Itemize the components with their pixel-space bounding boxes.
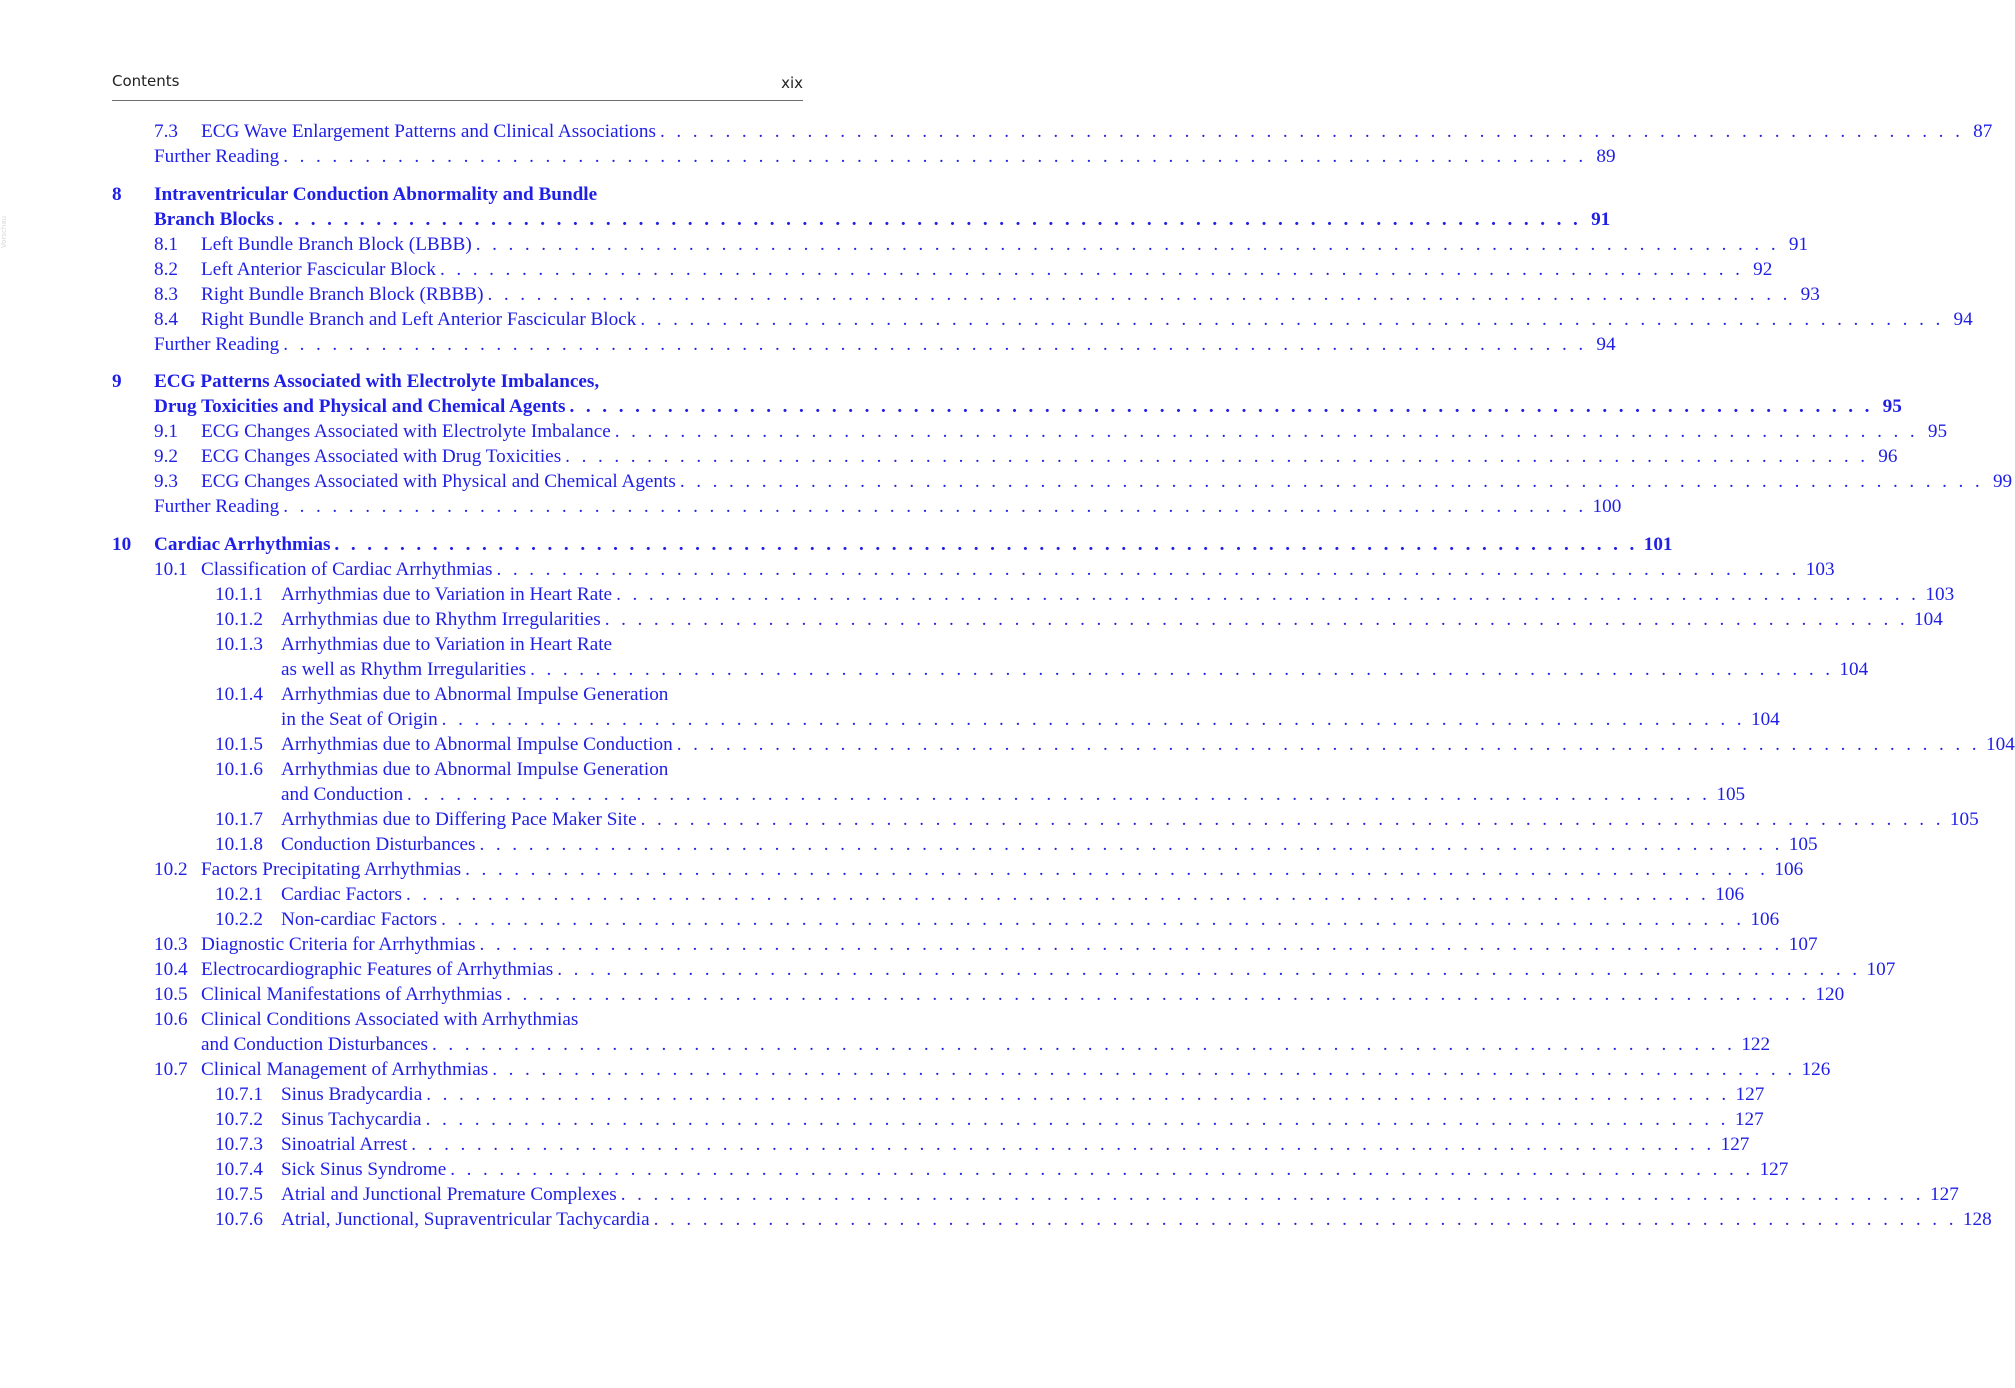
page-number: 127 [1720,1133,1750,1155]
dot-leader: . . . . . . . . . . . . . . . . . . . . . . . . . . . . . . . . . . . . . . . . . . . . . . . . . . . . . . . . . . . . . . . . . . . . . . . . . . . . . . . . [479,933,1783,955]
chapter-spacer [112,519,803,532]
entry-title: Sick Sinus Syndrome [281,1158,447,1180]
toc-entry[interactable] [112,257,1773,282]
entry-title: Cardiac Arrhythmias [154,533,331,555]
section-number: 10.2.1 [215,883,263,905]
toc-entry[interactable] [112,832,1818,857]
page-number: 104 [1914,608,1943,630]
toc-chapter-entry[interactable] [112,207,1611,232]
section-number: 10.1.2 [215,608,263,630]
toc-entry[interactable] [112,444,1898,469]
entry-title: Sinus Bradycardia [281,1083,423,1105]
section-number: 10.7.4 [215,1158,263,1180]
entry-title: Arrhythmias due to Abnormal Impulse Conduction [281,733,673,755]
toc-entry[interactable] [112,657,1869,682]
dot-leader: . . . . . . . . . . . . . . . . . . . . . . . . . . . . . . . . . . . . . . . . . . . . . . . . . . . . . . . . . . . . . . . . . . . . . . . . . . . . . . . . [557,958,1861,980]
entry-title: Clinical Manifestations of Arrhythmias [201,983,503,1005]
dot-leader: . . . . . . . . . . . . . . . . . . . . . . . . . . . . . . . . . . . . . . . . . . . . . . . . . . . . . . . . . . . . . . . . . . . . . . . . . . . . . . . . [277,208,1582,230]
page-number: 106 [1715,883,1745,905]
toc-further-reading[interactable] [112,144,1616,169]
page-number: 107 [1788,933,1818,955]
entry-title: Non-cardiac Factors [281,908,438,930]
toc-entry[interactable] [112,857,1804,882]
page-number: 99 [1992,471,2013,492]
page-number: 94 [1953,308,1973,330]
entry-title: Arrhythmias due to Differing Pace Maker Site [281,808,637,830]
page-number: 91 [1788,233,1809,255]
page-number: 127 [1735,1083,1765,1105]
entry-title: Sinus Tachycardia [281,1108,422,1130]
section-number: 8.1 [154,233,178,255]
section-number: 10.1.6 [215,758,263,780]
page-number: 95 [1882,396,1902,417]
dot-leader: . . . . . . . . . . . . . . . . . . . . . . . . . . . . . . . . . . . . . . . . . . . . . . . . . . . . . . . . . . . . . . . . . . . . . . . . . . . . . . . . [530,658,1834,680]
toc-entry[interactable] [112,307,1973,332]
page-number: 120 [1815,983,1845,1005]
dot-leader: . . . . . . . . . . . . . . . . . . . . . . . . . . . . . . . . . . . . . . . . . . . . . . . . . . . . . . . . . . . . . . . . . . . . . . . . . . . . . . . . [487,283,1791,305]
section-number: 8.3 [154,283,178,305]
page-number: 95 [1927,421,1948,442]
page-number: 92 [1753,258,1773,280]
toc-further-reading[interactable] [112,494,1622,519]
page-number: 103 [1925,583,1955,605]
entry-title: Clinical Management of Arrhythmias [201,1058,489,1080]
dot-leader: . . . . . . . . . . . . . . . . . . . . . . . . . . . . . . . . . . . . . . . . . . . . . . . . . . . . . . . . . . . . . . . . . . . . . . . . . . . . . . . . [604,608,1909,630]
entry-title: ECG Patterns Associated with Electrolyte Imbalances, [154,371,600,392]
watermark: Vorschau [0,215,8,248]
page-number: 104 [1750,708,1780,730]
dot-leader: . . . . . . . . . . . . . . . . . . . . . . . . . . . . . . . . . . . . . . . . . . . . . . . . . . . . . . . . . . . . . . . . . . . . . . . . . . . . . . . . [616,583,1920,605]
dot-leader: . . . . . . . . . . . . . . . . . . . . . . . . . . . . . . . . . . . . . . . . . . . . . . . . . . . . . . . . . . . . . . . . . . . . . . . . . . . . . . . . [283,496,1587,517]
running-header-page-number: xix [781,74,803,92]
toc-entry[interactable] [112,119,1993,144]
section-number: 10.7.2 [215,1108,263,1130]
running-header [112,70,803,101]
page-number: 105 [1788,833,1818,855]
page-number: 107 [1866,958,1896,980]
toc-entry[interactable] [112,957,1896,982]
entry-title: Arrhythmias due to Rhythm Irregularities [281,608,601,630]
entry-title: Sinoatrial Arrest [281,1133,408,1155]
dot-leader: . . . . . . . . . . . . . . . . . . . . . . . . . . . . . . . . . . . . . . . . . . . . . . . . . . . . . . . . . . . . . . . . . . . . . . . . . . . . . . . . [679,471,1984,492]
section-number: 10.4 [154,958,188,980]
page-number: 127 [1759,1158,1789,1180]
entry-title: Atrial and Junctional Premature Complexes [281,1183,617,1205]
page-number: 100 [1592,496,1622,517]
toc-entry[interactable] [112,1082,1765,1107]
entry-title: Electrocardiographic Features of Arrhythmias [201,958,554,980]
section-number: 10.1.3 [215,633,263,655]
page-number: 106 [1774,858,1804,880]
dot-leader: . . . . . . . . . . . . . . . . . . . . . . . . . . . . . . . . . . . . . . . . . . . . . . . . . . . . . . . . . . . . . . . . . . . . . . . . . . . . . . . . [407,783,1711,805]
entry-title: Arrhythmias due to Variation in Heart Rate [281,633,613,655]
page-number: 103 [1805,558,1835,580]
toc-entry[interactable] [112,582,1955,607]
section-number: 10.1.8 [215,833,263,855]
entry-title: as well as Rhythm Irregularities [281,658,527,680]
entry-title: ECG Changes Associated with Drug Toxicities [201,446,562,467]
entry-title: in the Seat of Origin [281,708,438,730]
dot-leader: . . . . . . . . . . . . . . . . . . . . . . . . . . . . . . . . . . . . . . . . . . . . . . . . . . . . . . . . . . . . . . . . . . . . . . . . . . . . . . . . [465,858,1769,880]
section-number: 10.7 [154,1058,188,1080]
entry-title: Drug Toxicities and Physical and Chemical Agents [154,396,566,417]
dot-leader: . . . . . . . . . . . . . . . . . . . . . . . . . . . . . . . . . . . . . . . . . . . . . . . . . . . . . . . . . . . . . . . . . . . . . . . . . . . . . . . . [640,308,1944,330]
toc-entry[interactable] [112,282,1820,307]
dot-leader: . . . . . . . . . . . . . . . . . . . . . . . . . . . . . . . . . . . . . . . . . . . . . . . . . . . . . . . . . . . . . . . . . . . . . . . . . . . . . . . . [283,333,1587,355]
entry-title: Conduction Disturbances [281,833,476,855]
toc-entry[interactable] [112,1032,1771,1057]
page-number: 127 [1734,1108,1764,1130]
entry-title: and Conduction Disturbances [201,1033,429,1055]
toc-chapter-entry[interactable] [112,182,803,207]
entry-title: Further Reading [154,333,280,355]
section-number: 10.1.5 [215,733,263,755]
section-number: 10.5 [154,983,188,1005]
dot-leader: . . . . . . . . . . . . . . . . . . . . . . . . . . . . . . . . . . . . . . . . . . . . . . . . . . . . . . . . . . . . . . . . . . . . . . . . . . . . . . . . [334,533,1638,555]
section-number: 10.6 [154,1008,188,1030]
toc-entry[interactable] [112,807,1979,832]
toc-entry[interactable] [112,557,1835,582]
toc-entry[interactable] [112,1157,1789,1182]
entry-title: Branch Blocks [154,208,274,230]
dot-leader: . . . . . . . . . . . . . . . . . . . . . . . . . . . . . . . . . . . . . . . . . . . . . . . . . . . . . . . . . . . . . . . . . . . . . . . . . . . . . . . . [439,258,1744,280]
dot-leader: . . . . . . . . . . . . . . . . . . . . . . . . . . . . . . . . . . . . . . . . . . . . . . . . . . . . . . . . . . . . . . . . . . . . . . . . . . . . . . . . [506,983,1810,1005]
toc-entry[interactable] [112,1007,803,1032]
chapter-spacer [112,357,803,370]
page-number: 96 [1878,446,1898,467]
dot-leader: . . . . . . . . . . . . . . . . . . . . . . . . . . . . . . . . . . . . . . . . . . . . . . . . . . . . . . . . . . . . . . . . . . . . . . . . . . . . . . . . [479,833,1783,855]
page-number: 106 [1750,908,1780,930]
dot-leader: . . . . . . . . . . . . . . . . . . . . . . . . . . . . . . . . . . . . . . . . . . . . . . . . . . . . . . . . . . . . . . . . . . . . . . . . . . . . . . . . [475,233,1780,255]
dot-leader: . . . . . . . . . . . . . . . . . . . . . . . . . . . . . . . . . . . . . . . . . . . . . . . . . . . . . . . . . . . . . . . . . . . . . . . . . . . . . . . . [640,808,1944,830]
section-number: 10.2 [154,858,188,880]
page-number: 105 [1949,808,1979,830]
section-number: 10.1 [154,558,188,580]
entry-title: Further Reading [154,146,280,167]
toc-entry[interactable] [112,1207,1992,1232]
chapter-number: 8 [112,183,122,205]
chapter-number: 10 [112,533,132,555]
toc-entry[interactable] [112,1057,1831,1082]
entry-title: Right Bundle Branch and Left Anterior Fascicular Block [201,308,637,330]
section-number: 9.3 [154,471,178,492]
dot-leader: . . . . . . . . . . . . . . . . . . . . . . . . . . . . . . . . . . . . . . . . . . . . . . . . . . . . . . . . . . . . . . . . . . . . . . . . . . . . . . . . [432,1033,1736,1055]
toc-chapter-entry[interactable] [112,394,1902,419]
dot-leader: . . . . . . . . . . . . . . . . . . . . . . . . . . . . . . . . . . . . . . . . . . . . . . . . . . . . . . . . . . . . . . . . . . . . . . . . . . . . . . . . [565,446,1869,467]
running-header-section: Contents [112,72,180,90]
page-number: 104 [1839,658,1869,680]
dot-leader: . . . . . . . . . . . . . . . . . . . . . . . . . . . . . . . . . . . . . . . . . . . . . . . . . . . . . . . . . . . . . . . . . . . . . . . . . . . . . . . . [450,1158,1754,1180]
dot-leader: . . . . . . . . . . . . . . . . . . . . . . . . . . . . . . . . . . . . . . . . . . . . . . . . . . . . . . . . . . . . . . . . . . . . . . . . . . . . . . . . [283,146,1587,167]
dot-leader: . . . . . . . . . . . . . . . . . . . . . . . . . . . . . . . . . . . . . . . . . . . . . . . . . . . . . . . . . . . . . . . . . . . . . . . . . . . . . . . . [676,733,1981,755]
page-number: 128 [1962,1208,1992,1230]
section-number: 10.7.3 [215,1133,263,1155]
toc-entry[interactable] [112,419,1948,444]
entry-title: Intraventricular Conduction Abnormality and Bundle [154,183,598,205]
section-number: 10.7.6 [215,1208,263,1230]
dot-leader: . . . . . . . . . . . . . . . . . . . . . . . . . . . . . . . . . . . . . . . . . . . . . . . . . . . . . . . . . . . . . . . . . . . . . . . . . . . . . . . . [659,121,1964,142]
entry-title: Diagnostic Criteria for Arrhythmias [201,933,476,955]
entry-title: Right Bundle Branch Block (RBBB) [201,283,484,305]
page-number: 87 [1973,121,1993,142]
entry-title: ECG Changes Associated with Electrolyte Imbalance [201,421,611,442]
page-number: 91 [1591,208,1611,230]
toc-entry[interactable] [112,632,803,657]
toc-chapter-entry[interactable] [112,532,1673,557]
page-number: 94 [1596,333,1616,355]
page-number: 104 [1986,733,2015,755]
entry-title: and Conduction [281,783,404,805]
section-number: 10.3 [154,933,188,955]
dot-leader: . . . . . . . . . . . . . . . . . . . . . . . . . . . . . . . . . . . . . . . . . . . . . . . . . . . . . . . . . . . . . . . . . . . . . . . . . . . . . . . . [405,883,1710,905]
table-of-contents [112,119,2015,1232]
dot-leader: . . . . . . . . . . . . . . . . . . . . . . . . . . . . . . . . . . . . . . . . . . . . . . . . . . . . . . . . . . . . . . . . . . . . . . . . . . . . . . . . [569,396,1873,417]
toc-entry[interactable] [112,469,2013,494]
toc-entry[interactable] [112,607,1943,632]
toc-entry[interactable] [112,1107,1764,1132]
section-number: 9.2 [154,446,178,467]
dot-leader: . . . . . . . . . . . . . . . . . . . . . . . . . . . . . . . . . . . . . . . . . . . . . . . . . . . . . . . . . . . . . . . . . . . . . . . . . . . . . . . . [620,1183,1925,1205]
toc-entry[interactable] [112,1182,1959,1207]
entry-title: Factors Precipitating Arrhythmias [201,858,462,880]
section-number: 10.7.5 [215,1183,263,1205]
toc-entry[interactable] [112,682,803,707]
entry-title: Left Anterior Fascicular Block [201,258,436,280]
page-number: 101 [1643,533,1673,555]
entry-title: Left Bundle Branch Block (LBBB) [201,233,472,255]
chapter-number: 9 [112,371,122,392]
section-number: 10.7.1 [215,1083,263,1105]
page-number: 105 [1716,783,1746,805]
toc-entry[interactable] [112,907,1780,932]
entry-title: ECG Wave Enlargement Patterns and Clinical Associations [201,121,656,142]
section-number: 8.2 [154,258,178,280]
section-number: 10.2.2 [215,908,263,930]
page-number: 127 [1930,1183,1959,1205]
section-number: 7.3 [154,121,178,142]
entry-title: Atrial, Junctional, Supraventricular Tachycardia [281,1208,650,1230]
toc-entry[interactable] [112,882,1745,907]
toc-entry[interactable] [112,232,1809,257]
entry-title: Classification of Cardiac Arrhythmias [201,558,493,580]
section-number: 10.1.1 [215,583,263,605]
section-number: 8.4 [154,308,178,330]
toc-entry[interactable] [112,1132,1750,1157]
entry-title: Clinical Conditions Associated with Arrhythmias [201,1008,579,1030]
dot-leader: . . . . . . . . . . . . . . . . . . . . . . . . . . . . . . . . . . . . . . . . . . . . . . . . . . . . . . . . . . . . . . . . . . . . . . . . . . . . . . . . [492,1058,1796,1080]
page-number: 126 [1801,1058,1831,1080]
dot-leader: . . . . . . . . . . . . . . . . . . . . . . . . . . . . . . . . . . . . . . . . . . . . . . . . . . . . . . . . . . . . . . . . . . . . . . . . . . . . . . . . [614,421,1919,442]
chapter-spacer [112,169,803,182]
page-number: 93 [1800,283,1820,305]
dot-leader: . . . . . . . . . . . . . . . . . . . . . . . . . . . . . . . . . . . . . . . . . . . . . . . . . . . . . . . . . . . . . . . . . . . . . . . . . . . . . . . . [411,1133,1715,1155]
section-number: 10.1.7 [215,808,263,830]
dot-leader: . . . . . . . . . . . . . . . . . . . . . . . . . . . . . . . . . . . . . . . . . . . . . . . . . . . . . . . . . . . . . . . . . . . . . . . . . . . . . . . . [425,1108,1729,1130]
toc-entry[interactable] [112,982,1845,1007]
dot-leader: . . . . . . . . . . . . . . . . . . . . . . . . . . . . . . . . . . . . . . . . . . . . . . . . . . . . . . . . . . . . . . . . . . . . . . . . . . . . . . . . [441,708,1745,730]
dot-leader: . . . . . . . . . . . . . . . . . . . . . . . . . . . . . . . . . . . . . . . . . . . . . . . . . . . . . . . . . . . . . . . . . . . . . . . . . . . . . . . . [496,558,1800,580]
entry-title: Arrhythmias due to Variation in Heart Rate [281,583,613,605]
toc-chapter-entry[interactable] [112,369,803,394]
section-number: 9.1 [154,421,178,442]
dot-leader: . . . . . . . . . . . . . . . . . . . . . . . . . . . . . . . . . . . . . . . . . . . . . . . . . . . . . . . . . . . . . . . . . . . . . . . . . . . . . . . . [653,1208,1957,1230]
toc-further-reading[interactable] [112,332,1616,357]
page-number: 122 [1741,1033,1771,1055]
dot-leader: . . . . . . . . . . . . . . . . . . . . . . . . . . . . . . . . . . . . . . . . . . . . . . . . . . . . . . . . . . . . . . . . . . . . . . . . . . . . . . . . [441,908,1745,930]
toc-entry[interactable] [112,707,1780,732]
toc-entry[interactable] [112,732,2015,757]
toc-entry[interactable] [112,932,1818,957]
dot-leader: . . . . . . . . . . . . . . . . . . . . . . . . . . . . . . . . . . . . . . . . . . . . . . . . . . . . . . . . . . . . . . . . . . . . . . . . . . . . . . . . [426,1083,1730,1105]
toc-entry[interactable] [112,782,1746,807]
entry-title: Arrhythmias due to Abnormal Impulse Generation [281,758,669,780]
page-number: 89 [1596,146,1616,167]
entry-title: Further Reading [154,496,280,517]
toc-entry[interactable] [112,757,803,782]
entry-title: Cardiac Factors [281,883,402,905]
entry-title: ECG Changes Associated with Physical and Chemical Agents [201,471,676,492]
section-number: 10.1.4 [215,683,263,705]
entry-title: Arrhythmias due to Abnormal Impulse Generation [281,683,669,705]
